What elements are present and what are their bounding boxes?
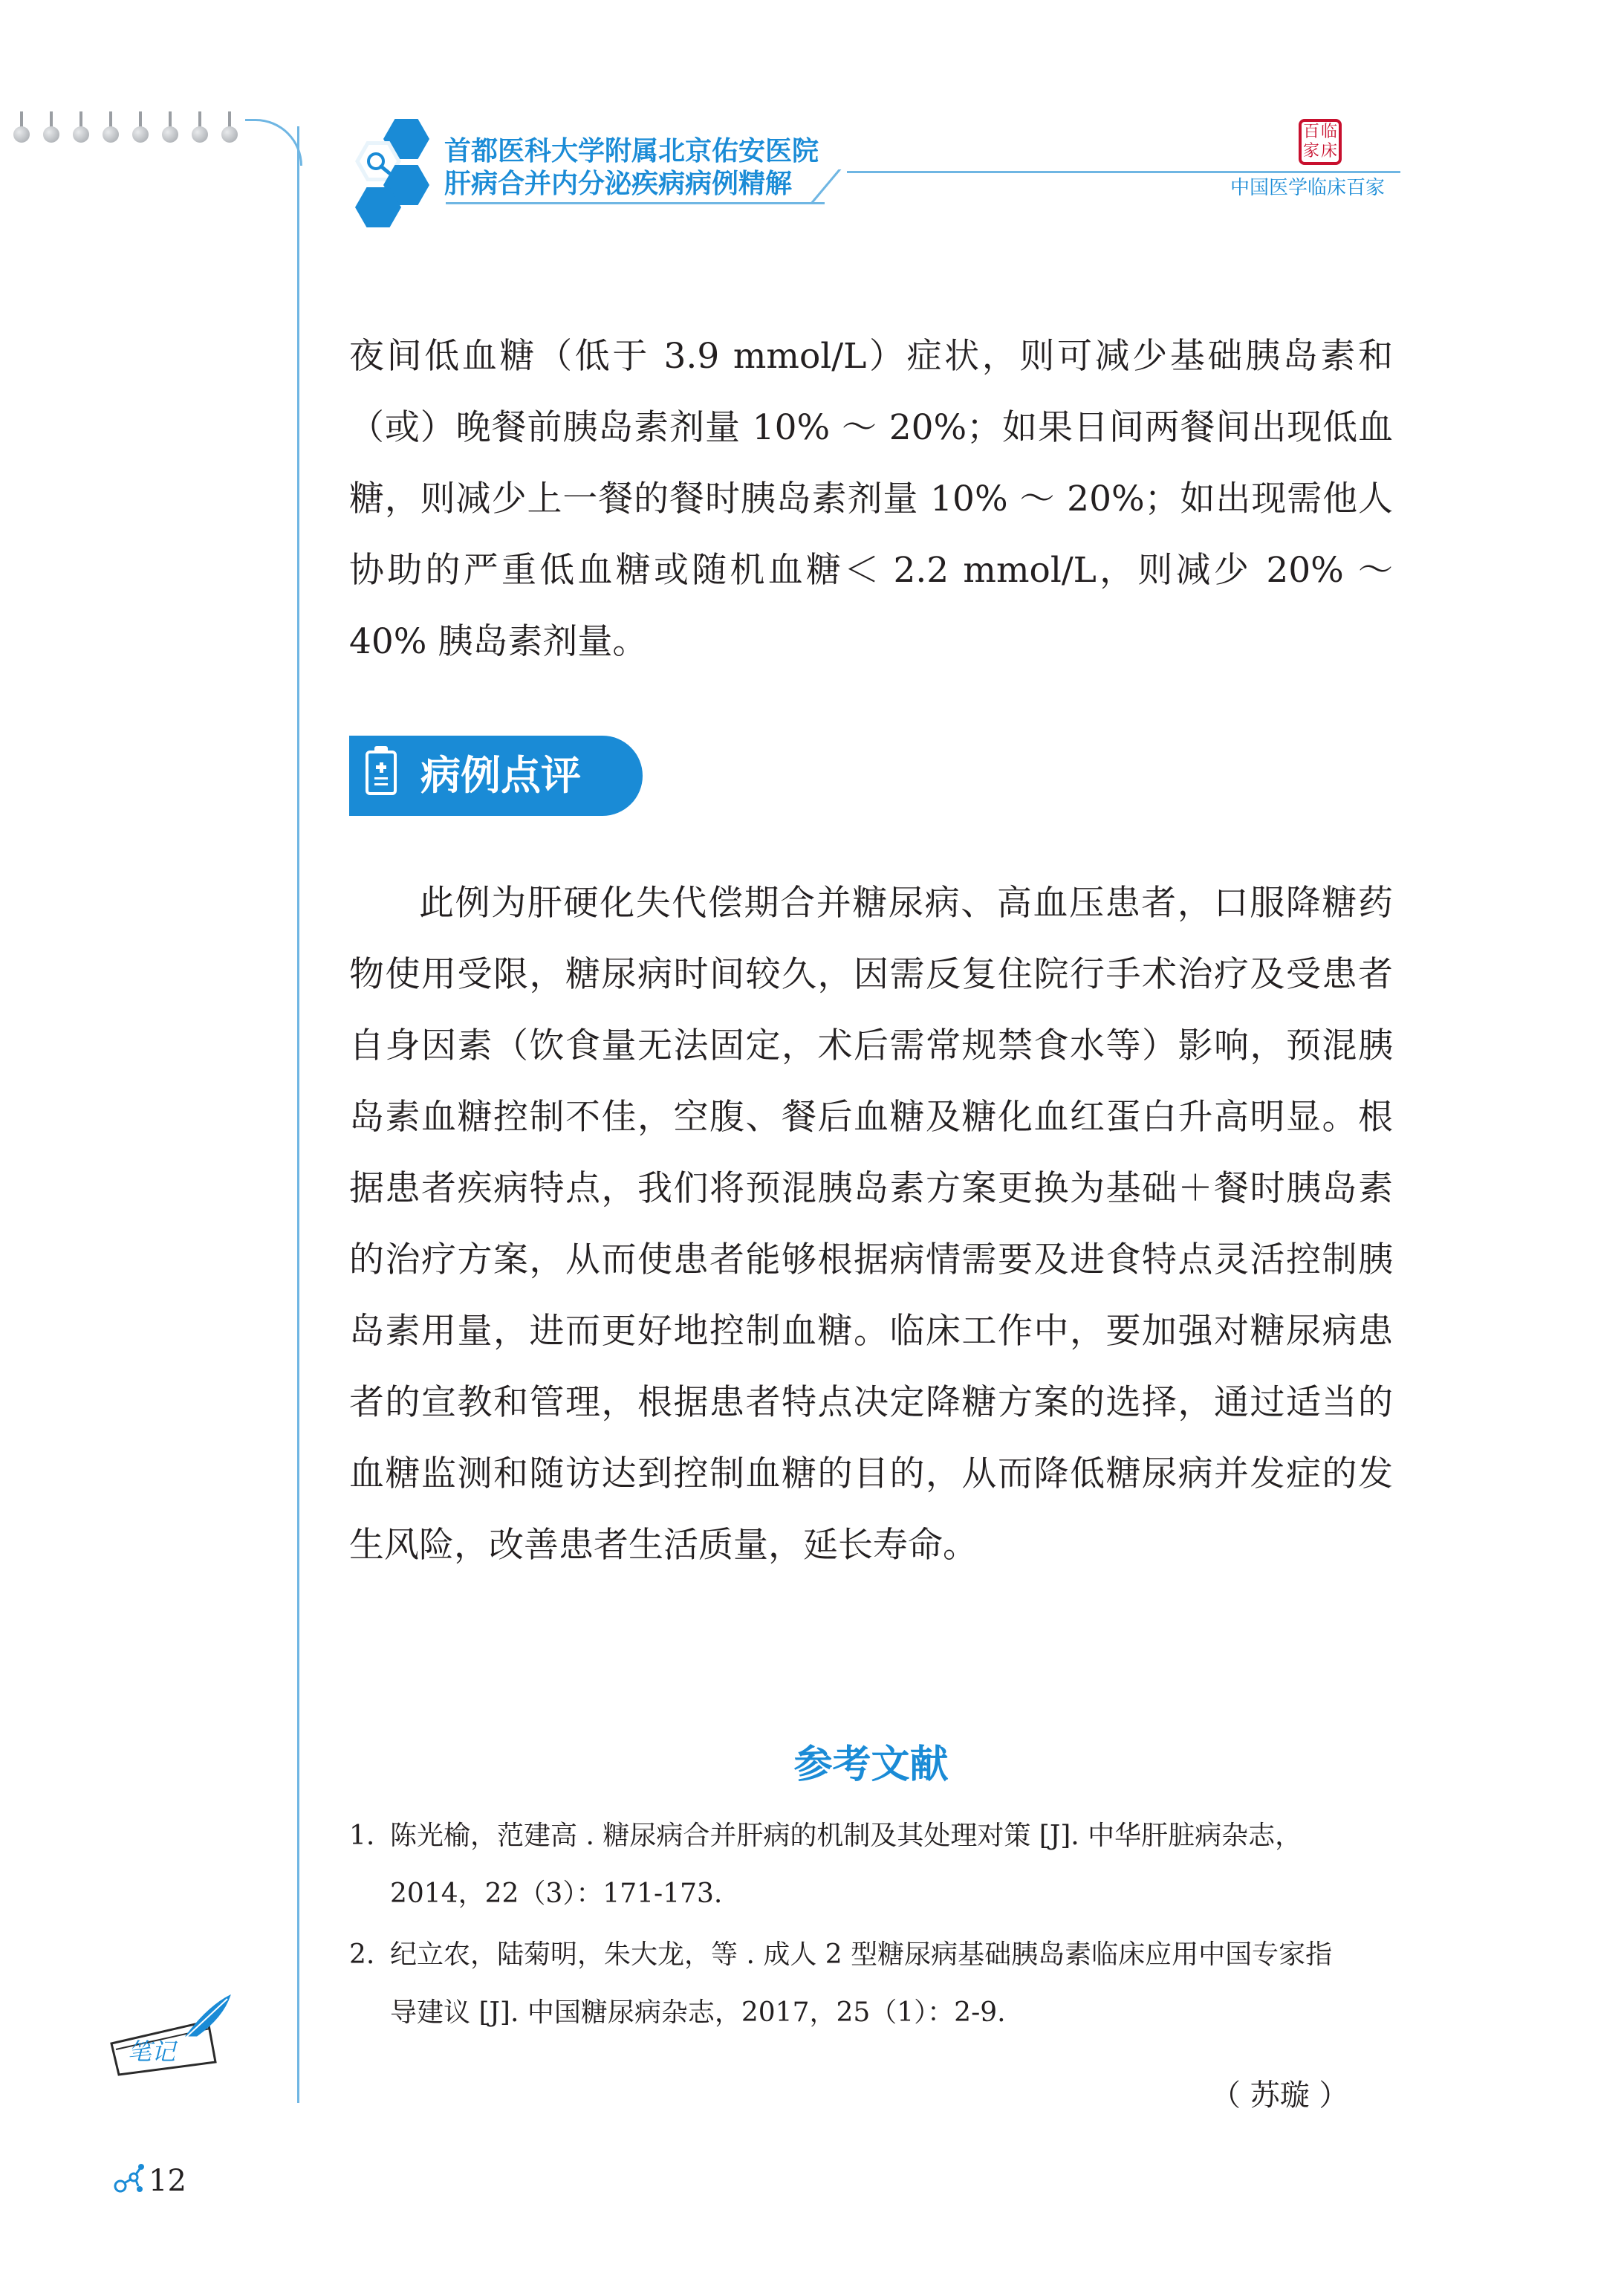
seal-char: 家 <box>1302 142 1319 161</box>
body-paragraph-2: 此例为肝硬化失代偿期合并糖尿病、高血压患者，口服降糖药物使用受限，糖尿病时间较久，因需反复住院行手术治疗及受患者自身因素（饮食量无法固定，术后需常规禁食水等）影响，预混胰岛素血糖控制不佳，空腹、餐后血糖及糖化血红蛋白升高明显。根据患者疾病特点，我们将预混胰岛素方案更换为基础＋餐时胰岛素的治疗方案，从而使患者能够根据病情需要及进食特点灵活控制胰岛素用量，进而更好地控制血糖。临床工作中，要加强对糖尿病患者的宣教和管理，根据患者特点决定降糖方案的选择，通过适当的血糖监测和随访达到控制血糖的目的，从而降低糖尿病并发症的发生风险，改善患者生活质量，延长寿命。 <box>349 883 1393 1566</box>
magnifier-icon <box>364 150 394 175</box>
reference-text: 陈光榆，范建高 . 糖尿病合并肝病的机制及其处理对策 [J]. 中华肝脏病杂志， <box>390 1821 1302 1851</box>
reference-text-cont: 2014，22（3）：171-173. <box>390 1879 723 1909</box>
seal-char: 临 <box>1320 123 1337 141</box>
ring-icon <box>73 111 89 146</box>
reference-item <box>349 1926 1393 2042</box>
page-number: 12 <box>149 2164 186 2198</box>
reference-text-cont: 导建议 [J]. 中国糖尿病杂志，2017，25（1）：2-9. <box>390 1997 1006 2028</box>
header-hospital: 首都医科大学附属北京佑安医院 <box>444 136 819 166</box>
notes-label: 笔记 <box>128 2038 176 2066</box>
binder-rings <box>0 111 245 156</box>
author-credit: （ 苏璇 ） <box>1211 2078 1349 2113</box>
seal-char: 床 <box>1320 142 1337 161</box>
references-heading: 参考文献 <box>793 1743 949 1787</box>
ring-icon <box>192 111 208 146</box>
section-banner <box>349 736 643 816</box>
margin-curve <box>245 119 302 166</box>
ring-icon <box>13 111 30 146</box>
molecule-icon <box>111 2161 147 2197</box>
header-rule-bottom <box>446 202 825 204</box>
ring-icon <box>43 111 59 146</box>
margin-line <box>297 126 299 2103</box>
reference-number: 2. <box>349 1939 375 1970</box>
ring-icon <box>221 111 238 146</box>
seal-char: 百 <box>1302 123 1319 141</box>
notes-badge-icon <box>97 1991 238 2081</box>
reference-text: 纪立农，陆菊明，朱大龙，等 . 成人 2 型糖尿病基础胰岛素临床应用中国专家指 <box>390 1939 1333 1970</box>
reference-number: 1. <box>349 1821 375 1851</box>
ring-icon <box>132 111 149 146</box>
header-series: 中国医学临床百家 <box>1230 177 1386 199</box>
header-logo <box>355 119 452 230</box>
header-book-title: 肝病合并内分泌疾病病例精解 <box>444 169 793 199</box>
clipboard-icon <box>366 751 397 795</box>
section-title: 病例点评 <box>420 752 581 799</box>
header-rule-slant <box>811 169 842 202</box>
ring-icon <box>162 111 178 146</box>
header-rule-top <box>847 171 1400 173</box>
series-seal <box>1299 119 1342 165</box>
ring-icon <box>103 111 119 146</box>
body-paragraph-1: 夜间低血糖（低于 3.9 mmol/L）症状，则可减少基础胰岛素和（或）晚餐前胰岛素剂量 10% ～ 20%；如果日间两餐间出现低血糖，则减少上一餐的餐时胰岛素剂量 10% ～ 20%；如出现需他人协助的严重低血糖或随机血糖＜ 2.2 mmol/L，则减少 20% ～ 40% 胰岛素剂量。 <box>349 336 1393 662</box>
reference-item <box>349 1807 1393 1923</box>
